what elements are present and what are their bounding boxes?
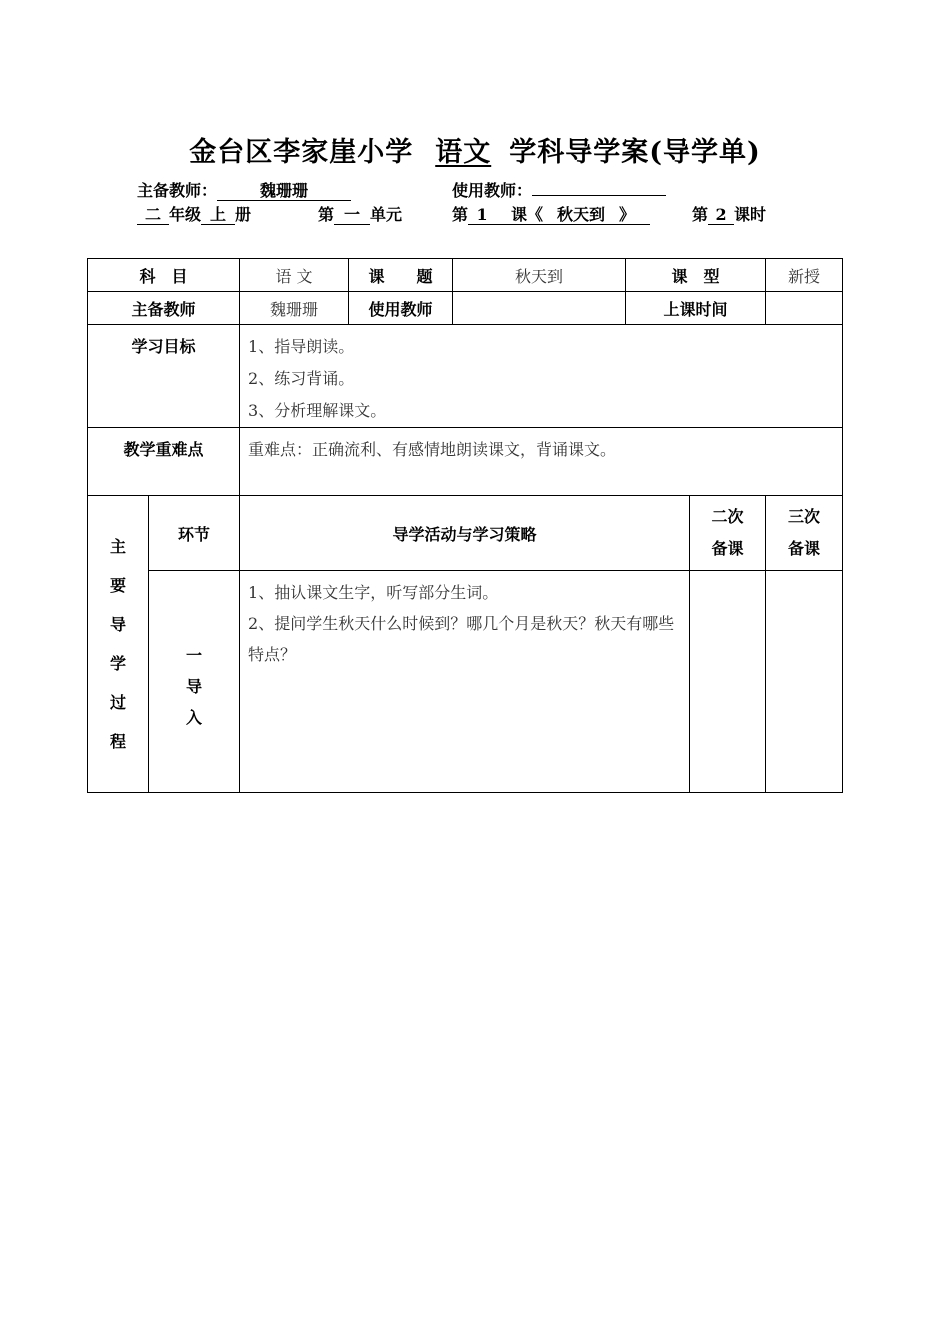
lesson-number: 1 <box>468 206 496 225</box>
unit-suffix: 单元 <box>370 205 403 224</box>
use-teacher-cell-value <box>453 292 626 325</box>
process-char: 学 <box>109 654 126 673</box>
step1-second-prep <box>690 571 766 793</box>
lesson-plan-table <box>87 258 843 793</box>
goal-item: 2、练习背诵。 <box>248 369 355 388</box>
process-char: 要 <box>109 576 126 595</box>
class-time-value <box>766 292 843 325</box>
process-label <box>88 496 149 793</box>
document-title <box>0 130 950 169</box>
process-char: 主 <box>109 537 126 556</box>
lesson-name-field <box>496 206 650 225</box>
step1-char: 一 <box>186 646 203 665</box>
step1-label <box>149 571 240 793</box>
step-header: 环节 <box>149 496 240 571</box>
main-teacher-line <box>137 178 351 201</box>
activity-header: 导学活动与学习策略 <box>240 496 690 571</box>
main-teacher-cell-label: 主备教师 <box>88 292 240 325</box>
key-points-label: 教学重难点 <box>88 428 240 496</box>
second-prep-line: 二次 <box>711 507 744 526</box>
step1-char: 入 <box>186 708 203 727</box>
table-row <box>88 325 843 428</box>
main-teacher-label: 主备教师： <box>137 181 218 200</box>
class-time-label: 上课时间 <box>626 292 766 325</box>
step1-item: 2、提问学生秋天什么时候到？哪几个月是秋天？秋天有哪些特点？ <box>248 614 675 664</box>
grade-line <box>137 202 251 225</box>
step1-char: 导 <box>186 677 203 696</box>
unit-prefix: 第 <box>318 205 335 224</box>
key-points-content: 重难点：正确流利、有感情地朗读课文，背诵课文。 <box>240 428 843 496</box>
step1-content <box>240 571 690 793</box>
use-teacher-line <box>452 178 666 201</box>
table-row <box>88 428 843 496</box>
lesson-close-bracket: 》 <box>619 205 636 224</box>
lesson-prefix: 第 <box>452 205 469 224</box>
use-teacher-value <box>532 195 666 196</box>
volume-label: 册 <box>235 205 252 224</box>
topic-label: 课 题 <box>349 259 453 292</box>
title-suffix: 学科导学案(导学单) <box>509 137 761 168</box>
use-teacher-cell-label: 使用教师 <box>349 292 453 325</box>
unit-value: 一 <box>334 206 370 225</box>
step1-item: 1、抽认课文生字，听写部分生词。 <box>248 583 499 602</box>
table-row <box>88 496 843 571</box>
period-value: 2 <box>708 206 734 225</box>
period-suffix: 课时 <box>734 205 767 224</box>
goals-label: 学习目标 <box>88 325 240 428</box>
lesson-line <box>452 202 650 225</box>
lesson-title: 秋天到 <box>557 205 606 224</box>
goal-item: 3、分析理解课文。 <box>248 401 387 420</box>
table-row <box>88 259 843 292</box>
table-row <box>88 571 843 793</box>
table-row <box>88 292 843 325</box>
grade-label: 年级 <box>169 205 202 224</box>
period-line <box>692 202 766 225</box>
period-prefix: 第 <box>692 205 709 224</box>
main-teacher-value: 魏珊珊 <box>217 182 351 201</box>
second-prep-header <box>690 496 766 571</box>
volume-value: 上 <box>201 206 235 225</box>
process-char: 程 <box>109 732 126 751</box>
grade-value: 二 <box>137 206 169 225</box>
title-prefix: 金台区李家崖小学 <box>189 137 414 168</box>
topic-value: 秋天到 <box>453 259 626 292</box>
main-teacher-cell-value: 魏珊珊 <box>240 292 349 325</box>
step1-third-prep <box>766 571 843 793</box>
subject-value: 语 文 <box>240 259 349 292</box>
lesson-open-bracket: 课《 <box>510 205 543 224</box>
subject-label: 科 目 <box>88 259 240 292</box>
process-char: 过 <box>109 693 126 712</box>
title-subject: 语文 <box>435 137 492 168</box>
goal-item: 1、指导朗读。 <box>248 337 355 356</box>
third-prep-line: 三次 <box>788 507 821 526</box>
third-prep-line: 备课 <box>788 539 821 558</box>
third-prep-header <box>766 496 843 571</box>
use-teacher-label: 使用教师： <box>452 181 533 200</box>
goals-content <box>240 325 843 428</box>
second-prep-line: 备课 <box>711 539 744 558</box>
process-char: 导 <box>109 615 126 634</box>
type-value: 新授 <box>766 259 843 292</box>
unit-line <box>318 202 402 225</box>
type-label: 课 型 <box>626 259 766 292</box>
